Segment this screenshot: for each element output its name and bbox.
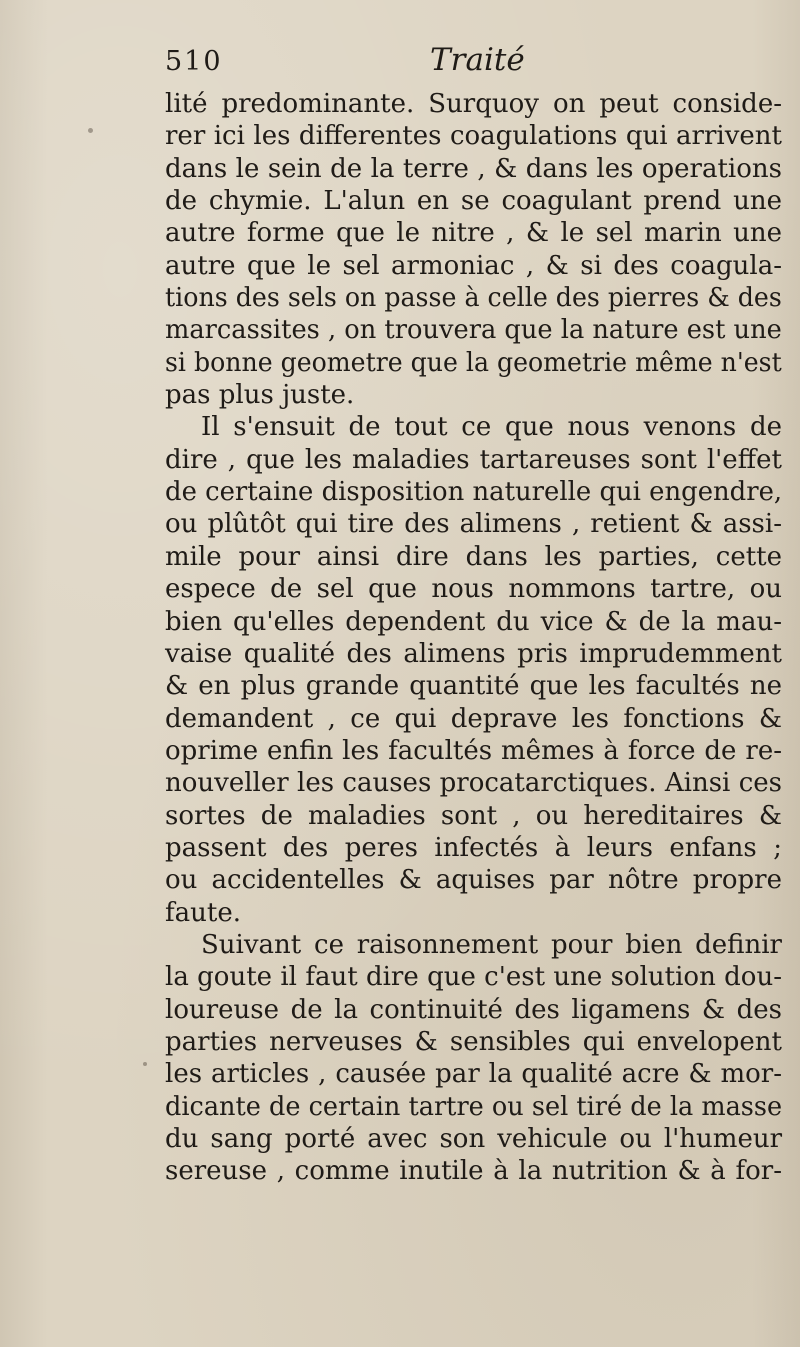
text-line: faute. bbox=[165, 897, 241, 928]
running-head bbox=[165, 42, 555, 86]
text-line: pas plus juste. bbox=[165, 380, 355, 411]
text-line: sortes de maladies sont , ou hereditaires & bbox=[165, 800, 782, 831]
body-text bbox=[165, 88, 782, 1188]
text-line: parties nerveuses & sensibles qui envelopent bbox=[165, 1026, 782, 1057]
text-line: la goute il faut dire que c'est une solution dou- bbox=[165, 962, 782, 993]
text-line: dicante de certain tartre ou sel tiré de la masse bbox=[165, 1091, 783, 1122]
text-line: sereuse , comme inutile à la nutrition & à for- bbox=[165, 1156, 782, 1187]
text-line: lité predominante. Surquoy on peut conside- bbox=[165, 89, 782, 119]
text-line: dire , que les maladies tartareuses sont l'effet bbox=[165, 444, 782, 475]
text-line: Il s'ensuit de tout ce que nous venons de bbox=[201, 412, 782, 443]
text-line: autre que le sel armoniac , & si des coagula- bbox=[165, 250, 782, 281]
text-line: bien qu'elles dependent du vice & de la mau- bbox=[165, 606, 782, 637]
text-line: dans le sein de la terre , & dans les operations bbox=[165, 153, 782, 184]
text-line: nouveller les causes procatarctiques. Ainsi ces bbox=[165, 768, 782, 799]
text-line: vaise qualité des alimens pris imprudemment bbox=[165, 638, 782, 669]
text-line: de certaine disposition naturelle qui engendre, bbox=[165, 477, 783, 508]
running-title: Traité bbox=[430, 42, 525, 78]
text-line: passent des peres infectés à leurs enfans ; bbox=[165, 832, 782, 863]
text-line: autre forme que le nitre , & le sel marin une bbox=[165, 218, 782, 249]
text-line: mile pour ainsi dire dans les parties, cette bbox=[165, 541, 782, 572]
text-line: les articles , causée par la qualité acre & mor- bbox=[165, 1059, 782, 1090]
text-line: tions des sels on passe à celle des pierres & des bbox=[165, 283, 782, 314]
text-line: demandent , ce qui deprave les fonctions & bbox=[165, 703, 782, 734]
text-line: du sang porté avec son vehicule ou l'humeur bbox=[165, 1124, 782, 1154]
text-line: si bonne geometre que la geometrie même n'est bbox=[165, 347, 782, 378]
text-line: & en plus grande quantité que les facultés ne bbox=[165, 671, 782, 702]
text-line: ou accidentelles & aquises par nôtre propre bbox=[165, 865, 782, 896]
text-line: oprime enfin les facultés mêmes à force de re- bbox=[165, 735, 782, 766]
text-line: de chymie. L'alun en se coagulant prend une bbox=[165, 186, 782, 217]
text-line: loureuse de la continuité des ligamens & des bbox=[165, 994, 782, 1025]
page-number: 510 bbox=[165, 46, 223, 77]
paper-speck bbox=[143, 1062, 147, 1066]
text-line: ou plûtôt qui tire des alimens , retient & assi- bbox=[165, 509, 782, 540]
text-line: Suivant ce raisonnement pour bien definir bbox=[201, 929, 782, 960]
text-line: espece de sel que nous nommons tartre, ou bbox=[165, 574, 782, 605]
text-line: marcassites , on trouvera que la nature est une bbox=[165, 315, 782, 346]
paper-speck bbox=[88, 128, 93, 133]
text-line: rer ici les differentes coagulations qui arrivent bbox=[165, 121, 782, 152]
